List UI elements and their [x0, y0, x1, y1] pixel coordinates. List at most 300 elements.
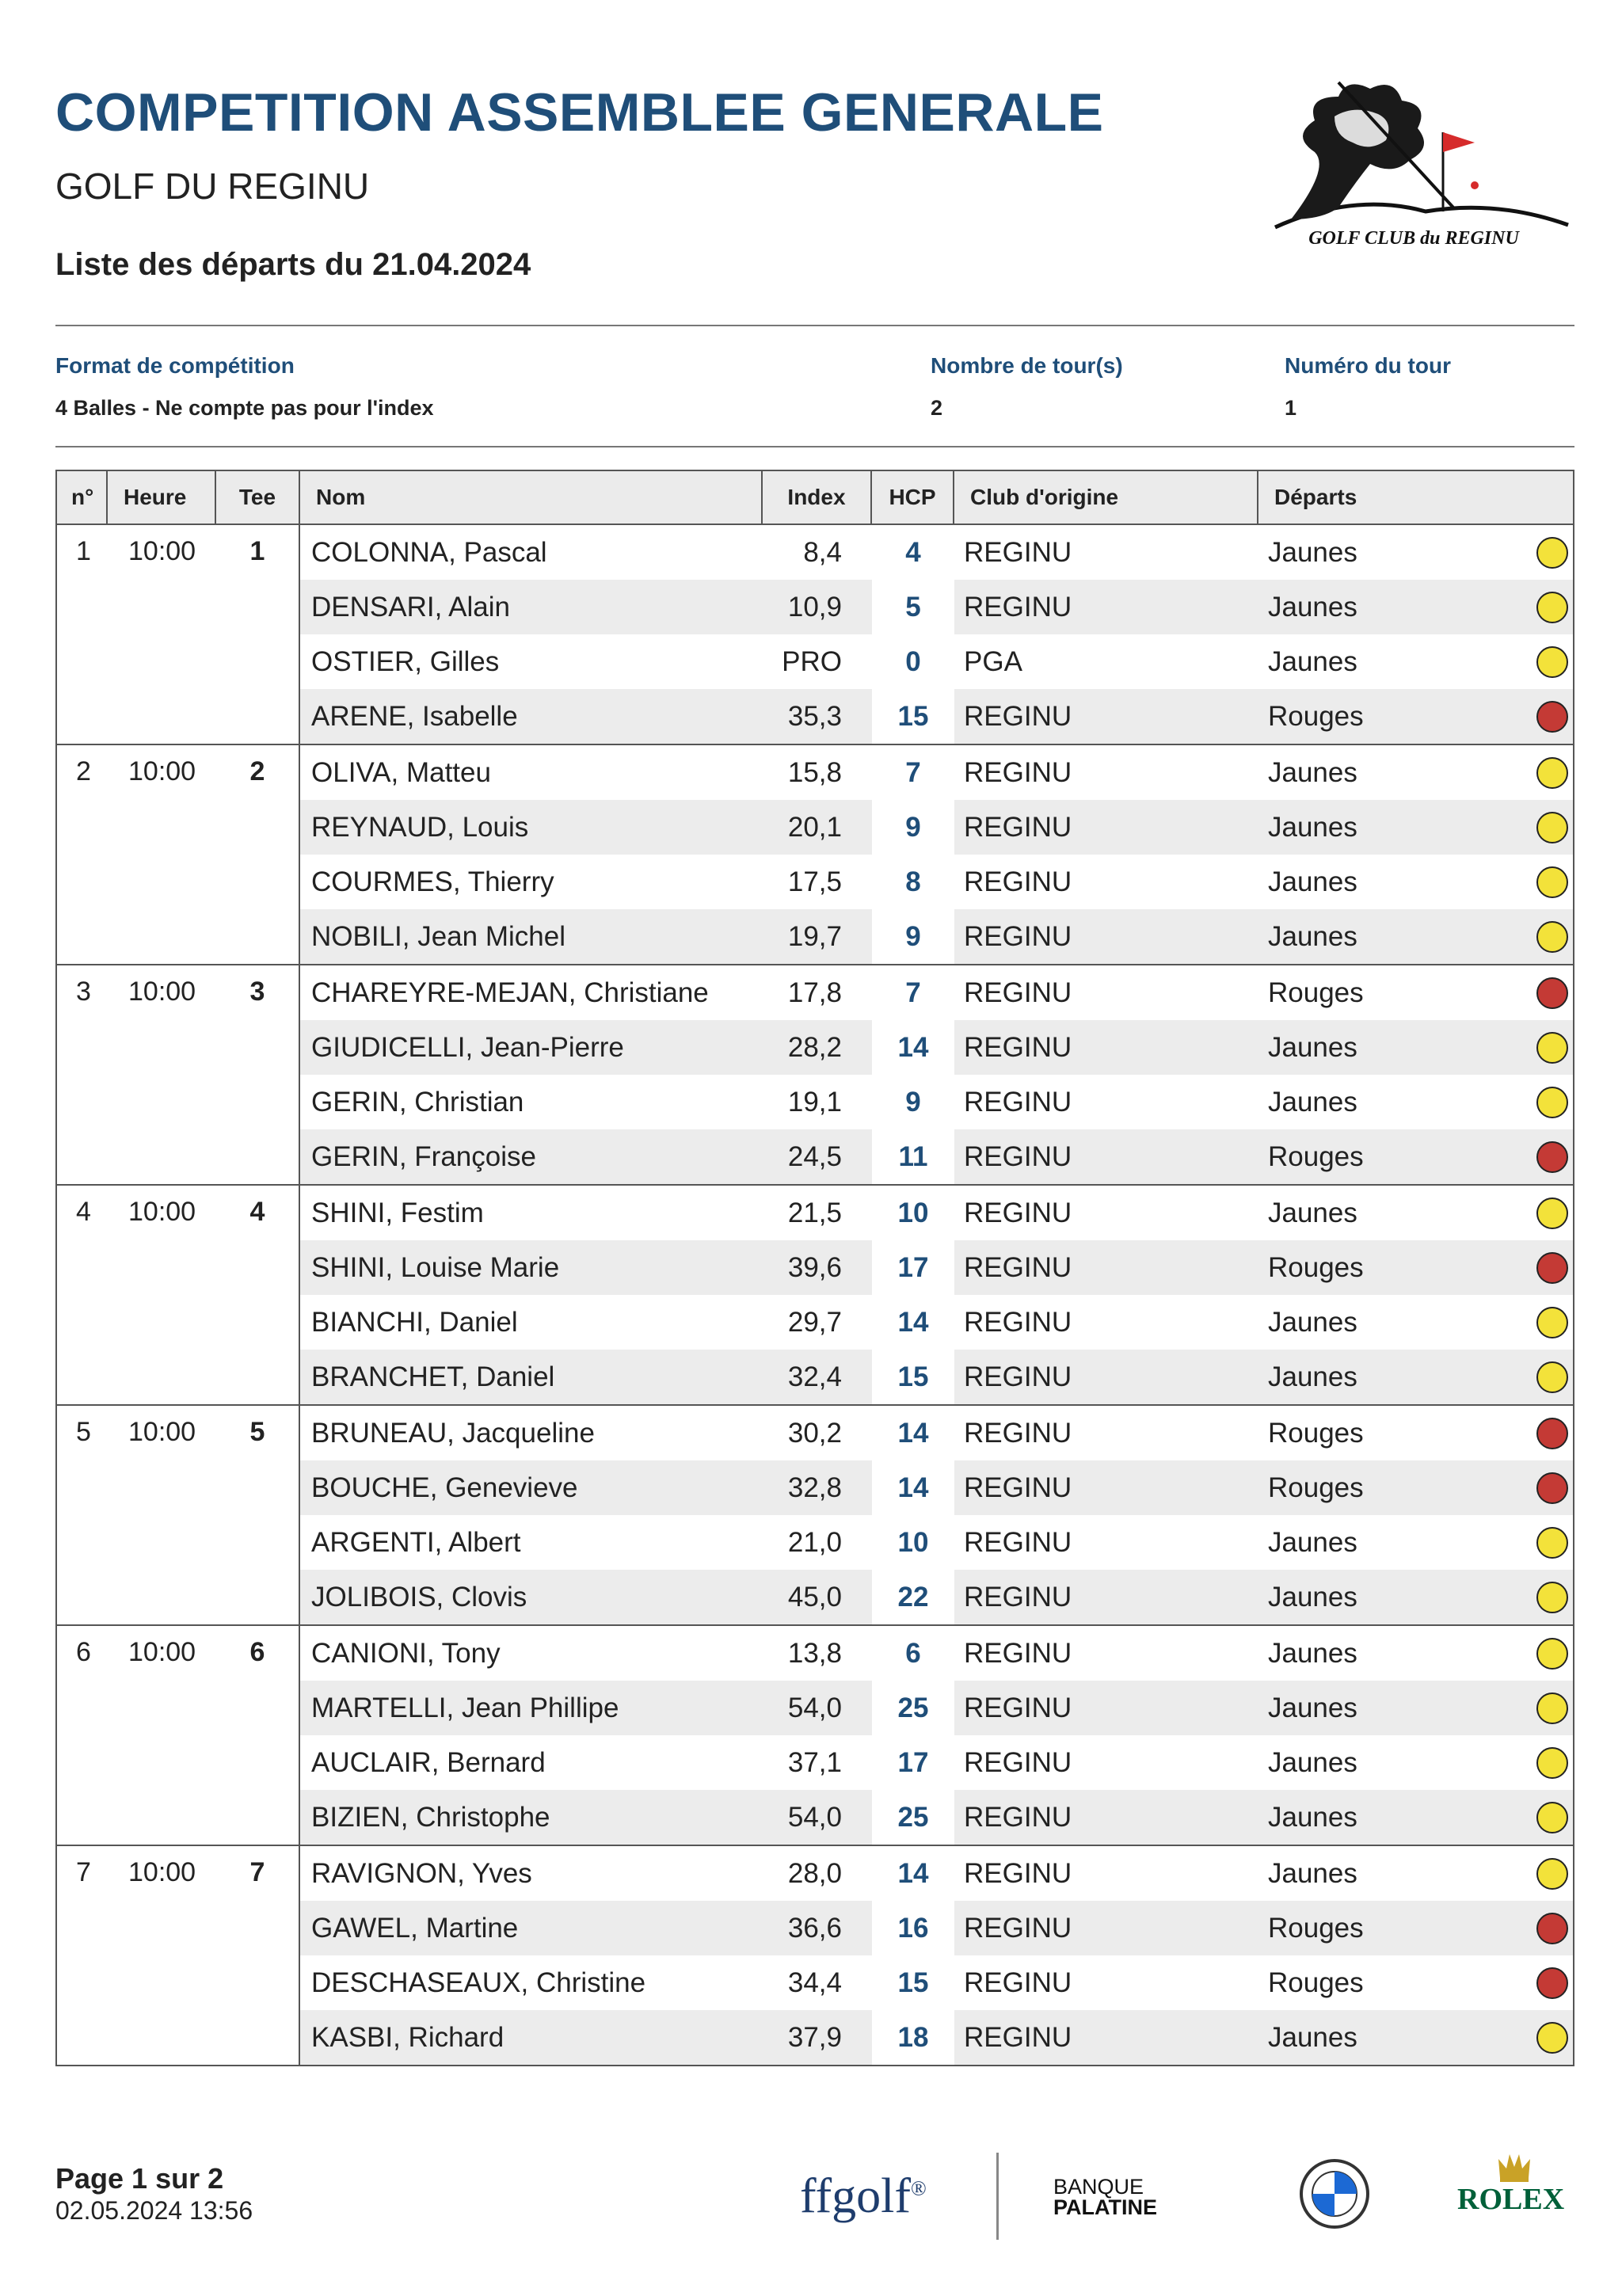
departure-label: Jaunes	[1268, 1361, 1357, 1392]
player-departure	[1258, 921, 1573, 953]
header-club: Club d'origine	[954, 471, 1258, 524]
player-club: REGINU	[964, 1197, 1072, 1228]
table-body	[57, 525, 1573, 2065]
group-players	[300, 1626, 1573, 1845]
player-index: 21,0	[787, 1526, 842, 1558]
player-index: 24,5	[787, 1140, 842, 1172]
player-index: 35,3	[787, 700, 842, 732]
departure-label: Jaunes	[1268, 1526, 1357, 1558]
tee-color-dot-icon	[1536, 812, 1568, 843]
player-club: REGINU	[964, 2021, 1072, 2053]
player-hcp: 5	[872, 580, 954, 634]
departure-label: Rouges	[1268, 1417, 1364, 1449]
player-club: REGINU	[964, 920, 1072, 952]
player-departure	[1258, 1252, 1573, 1284]
departure-label: Rouges	[1268, 700, 1364, 732]
group-time: 10:00	[128, 977, 196, 1007]
player-hcp: 25	[872, 1790, 954, 1845]
player-name: DENSARI, Alain	[311, 591, 510, 623]
player-departure	[1258, 1638, 1573, 1670]
tee-color-dot-icon	[1536, 1307, 1568, 1338]
tee-color-dot-icon	[1536, 1802, 1568, 1833]
ffgolf-logo	[800, 2168, 927, 2225]
group-players	[300, 1846, 1573, 2065]
table-row	[300, 1460, 1573, 1515]
player-name: CANIONI, Tony	[311, 1637, 501, 1669]
rolex-logo-text: ROLEX	[1457, 2183, 1565, 2216]
table-row	[300, 1901, 1573, 1955]
player-hcp: 22	[872, 1570, 954, 1624]
player-departure	[1258, 1032, 1573, 1064]
player-hcp: 14	[872, 1846, 954, 1901]
player-index: 45,0	[787, 1581, 842, 1613]
group-tee: 6	[249, 1637, 265, 1667]
player-hcp: 17	[872, 1240, 954, 1295]
player-index: 32,4	[787, 1361, 842, 1392]
player-name: REYNAUD, Louis	[311, 811, 529, 843]
table-row	[300, 1846, 1573, 1901]
player-club: REGINU	[964, 1857, 1072, 1889]
departure-label: Jaunes	[1268, 1801, 1357, 1833]
player-index: 13,8	[787, 1637, 842, 1669]
player-departure	[1258, 1858, 1573, 1890]
header-heure: Heure	[108, 471, 216, 524]
tee-color-dot-icon	[1536, 646, 1568, 678]
rolex-crown-icon	[1497, 2151, 1532, 2183]
player-departure	[1258, 1747, 1573, 1779]
departure-label: Jaunes	[1268, 2021, 1357, 2053]
table-header	[57, 471, 1573, 525]
tee-color-dot-icon	[1536, 977, 1568, 1009]
tours-label: Nombre de tour(s)	[931, 353, 1123, 378]
group-tee: 3	[249, 977, 265, 1007]
divider	[55, 325, 1574, 326]
group-tee: 7	[249, 1857, 265, 1887]
tee-color-dot-icon	[1536, 1252, 1568, 1284]
player-name: BIZIEN, Christophe	[311, 1801, 550, 1833]
table-row	[300, 1406, 1573, 1460]
player-name: DESCHASEAUX, Christine	[311, 1967, 646, 1998]
player-club: REGINU	[964, 1912, 1072, 1944]
player-club: REGINU	[964, 1746, 1072, 1778]
table-row	[300, 1075, 1573, 1129]
player-hcp: 9	[872, 909, 954, 964]
departure-label: Jaunes	[1268, 1637, 1357, 1669]
tee-color-dot-icon	[1536, 757, 1568, 789]
group-players	[300, 745, 1573, 964]
group-time: 10:00	[128, 1417, 196, 1447]
tee-color-dot-icon	[1536, 1858, 1568, 1890]
group-info	[57, 965, 300, 1184]
player-name: GAWEL, Martine	[311, 1912, 519, 1944]
page-subtitle: GOLF DU REGINU	[55, 166, 370, 207]
player-club: REGINU	[964, 1526, 1072, 1558]
player-name: SHINI, Louise Marie	[311, 1251, 560, 1283]
departure-label: Rouges	[1268, 977, 1364, 1008]
print-date: 02.05.2024 13:56	[55, 2196, 253, 2225]
departure-label: Jaunes	[1268, 920, 1357, 952]
tee-color-dot-icon	[1536, 592, 1568, 623]
player-index: PRO	[782, 645, 842, 677]
player-index: 54,0	[787, 1801, 842, 1833]
departure-label: Rouges	[1268, 1140, 1364, 1172]
player-name: GERIN, Françoise	[311, 1140, 536, 1172]
player-hcp: 9	[872, 1075, 954, 1129]
tee-color-dot-icon	[1536, 1472, 1568, 1504]
table-row	[300, 1570, 1573, 1624]
club-logo-text: GOLF CLUB du REGINU	[1308, 228, 1519, 249]
group-players	[300, 1406, 1573, 1624]
player-club: REGINU	[964, 1801, 1072, 1833]
tee-color-dot-icon	[1536, 1967, 1568, 1999]
player-club: REGINU	[964, 977, 1072, 1008]
banque-palatine-logo	[1053, 2176, 1236, 2218]
table-row	[300, 800, 1573, 855]
player-departure	[1258, 1692, 1573, 1724]
player-departure	[1258, 1087, 1573, 1118]
player-hcp: 10	[872, 1186, 954, 1240]
player-club: REGINU	[964, 1251, 1072, 1283]
player-club: REGINU	[964, 1031, 1072, 1063]
player-club: REGINU	[964, 1417, 1072, 1449]
player-club: REGINU	[964, 1306, 1072, 1338]
group-tee: 5	[249, 1417, 265, 1447]
player-club: REGINU	[964, 1086, 1072, 1118]
player-departure	[1258, 1307, 1573, 1338]
tee-color-dot-icon	[1536, 1032, 1568, 1064]
group-number: 5	[76, 1417, 91, 1447]
player-departure	[1258, 646, 1573, 678]
table-row	[300, 689, 1573, 744]
tee-group	[57, 525, 1573, 745]
tee-color-dot-icon	[1536, 1638, 1568, 1670]
player-hcp: 11	[872, 1129, 954, 1184]
group-time: 10:00	[128, 1197, 196, 1227]
registered-icon: ®	[911, 2176, 927, 2200]
departure-label: Jaunes	[1268, 1031, 1357, 1063]
group-info	[57, 1626, 300, 1845]
tee-color-dot-icon	[1536, 1692, 1568, 1724]
departure-label: Jaunes	[1268, 1692, 1357, 1723]
banque-line2: PALATINE	[1053, 2195, 1157, 2219]
table-row	[300, 1020, 1573, 1075]
group-info	[57, 1846, 300, 2065]
group-info	[57, 1186, 300, 1404]
player-club: REGINU	[964, 536, 1072, 568]
tour-number-label: Numéro du tour	[1285, 353, 1451, 378]
player-name: COURMES, Thierry	[311, 866, 554, 897]
player-name: GERIN, Christian	[311, 1086, 524, 1118]
bmw-logo-icon	[1299, 2158, 1370, 2229]
player-departure	[1258, 977, 1573, 1009]
player-hcp: 7	[872, 745, 954, 800]
player-hcp: 10	[872, 1515, 954, 1570]
table-row	[300, 909, 1573, 964]
player-club: PGA	[964, 645, 1022, 677]
player-name: MARTELLI, Jean Phillipe	[311, 1692, 619, 1723]
departure-label: Jaunes	[1268, 1086, 1357, 1118]
player-index: 32,8	[787, 1472, 842, 1503]
player-index: 28,0	[787, 1857, 842, 1889]
departure-label: Jaunes	[1268, 1197, 1357, 1228]
player-hcp: 14	[872, 1295, 954, 1350]
table-row	[300, 1790, 1573, 1845]
tee-group	[57, 1186, 1573, 1406]
departure-label: Jaunes	[1268, 536, 1357, 568]
departure-label: Rouges	[1268, 1251, 1364, 1283]
player-index: 17,8	[787, 977, 842, 1008]
header-departs: Départs	[1274, 485, 1357, 509]
table-row	[300, 525, 1573, 580]
tee-color-dot-icon	[1536, 921, 1568, 953]
player-index: 28,2	[787, 1031, 842, 1063]
divider	[55, 446, 1574, 447]
group-number: 3	[76, 977, 91, 1007]
player-departure	[1258, 812, 1573, 843]
player-index: 20,1	[787, 811, 842, 843]
player-hcp: 18	[872, 2010, 954, 2065]
player-name: KASBI, Richard	[311, 2021, 504, 2053]
player-hcp: 15	[872, 1350, 954, 1404]
player-departure	[1258, 701, 1573, 733]
ffgolf-text: ffgolf	[800, 2169, 912, 2223]
player-name: CHAREYRE-MEJAN, Christiane	[311, 977, 709, 1008]
table-row	[300, 1240, 1573, 1295]
player-hcp: 14	[872, 1460, 954, 1515]
player-name: COLONNA, Pascal	[311, 536, 547, 568]
player-index: 54,0	[787, 1692, 842, 1723]
header-nom: Nom	[300, 471, 763, 524]
departure-label: Jaunes	[1268, 645, 1357, 677]
tee-group	[57, 1626, 1573, 1846]
player-departure	[1258, 1967, 1573, 1999]
player-hcp: 14	[872, 1406, 954, 1460]
group-info	[57, 745, 300, 964]
player-name: OSTIER, Gilles	[311, 645, 500, 677]
player-hcp: 16	[872, 1901, 954, 1955]
tours-value: 2	[931, 396, 943, 420]
player-name: BRANCHET, Daniel	[311, 1361, 555, 1392]
tee-group	[57, 1846, 1573, 2065]
group-time: 10:00	[128, 536, 196, 566]
player-name: BIANCHI, Daniel	[311, 1306, 518, 1338]
tee-color-dot-icon	[1536, 1087, 1568, 1118]
table-row	[300, 965, 1573, 1020]
player-departure	[1258, 537, 1573, 569]
player-hcp: 4	[872, 525, 954, 580]
group-number: 7	[76, 1857, 91, 1887]
group-time: 10:00	[128, 1857, 196, 1887]
departure-label: Jaunes	[1268, 1857, 1357, 1889]
player-index: 36,6	[787, 1912, 842, 1944]
header-index: Index	[763, 471, 872, 524]
player-departure	[1258, 1418, 1573, 1449]
group-info	[57, 1406, 300, 1624]
player-departure	[1258, 1141, 1573, 1173]
player-index: 29,7	[787, 1306, 842, 1338]
group-time: 10:00	[128, 756, 196, 786]
player-club: REGINU	[964, 1361, 1072, 1392]
player-hcp: 15	[872, 689, 954, 744]
table-row	[300, 634, 1573, 689]
sponsor-divider	[996, 2153, 999, 2240]
departure-label: Jaunes	[1268, 1746, 1357, 1778]
player-hcp: 6	[872, 1626, 954, 1681]
player-departure	[1258, 1527, 1573, 1559]
tee-group	[57, 965, 1573, 1186]
group-number: 2	[76, 756, 91, 786]
tee-color-dot-icon	[1536, 701, 1568, 733]
tee-color-dot-icon	[1536, 1361, 1568, 1393]
tee-color-dot-icon	[1536, 1197, 1568, 1229]
group-players	[300, 525, 1573, 744]
player-index: 10,9	[787, 591, 842, 623]
tee-color-dot-icon	[1536, 1418, 1568, 1449]
tee-color-dot-icon	[1536, 1913, 1568, 1944]
player-departure	[1258, 2022, 1573, 2054]
tee-group	[57, 745, 1573, 965]
player-hcp: 15	[872, 1955, 954, 2010]
table-row	[300, 1186, 1573, 1240]
table-row	[300, 1129, 1573, 1184]
player-departure	[1258, 1913, 1573, 1944]
player-hcp: 25	[872, 1681, 954, 1735]
tour-number-value: 1	[1285, 396, 1297, 420]
departure-label: Rouges	[1268, 1472, 1364, 1503]
departure-label: Rouges	[1268, 1967, 1364, 1998]
tee-color-dot-icon	[1536, 2022, 1568, 2054]
departure-label: Jaunes	[1268, 1306, 1357, 1338]
group-tee: 2	[249, 756, 265, 786]
player-hcp: 8	[872, 855, 954, 909]
departure-label: Rouges	[1268, 1912, 1364, 1944]
group-tee: 1	[249, 536, 265, 566]
departure-label: Jaunes	[1268, 1581, 1357, 1613]
player-departure	[1258, 592, 1573, 623]
tee-color-dot-icon	[1536, 1747, 1568, 1779]
player-name: RAVIGNON, Yves	[311, 1857, 532, 1889]
player-name: ARGENTI, Albert	[311, 1526, 521, 1558]
player-name: ARENE, Isabelle	[311, 700, 518, 732]
player-departure	[1258, 1802, 1573, 1833]
player-hcp: 7	[872, 965, 954, 1020]
player-index: 19,7	[787, 920, 842, 952]
banque-line1: BANQUE	[1053, 2175, 1144, 2199]
player-index: 21,5	[787, 1197, 842, 1228]
departure-label: Jaunes	[1268, 591, 1357, 623]
departure-label: Jaunes	[1268, 866, 1357, 897]
player-name: BOUCHE, Genevieve	[311, 1472, 578, 1503]
departure-label: Jaunes	[1268, 811, 1357, 843]
group-tee: 4	[249, 1197, 265, 1227]
player-index: 17,5	[787, 866, 842, 897]
player-index: 39,6	[787, 1251, 842, 1283]
tee-group	[57, 1406, 1573, 1626]
player-index: 34,4	[787, 1967, 842, 1998]
player-club: REGINU	[964, 1967, 1072, 1998]
player-index: 37,9	[787, 2021, 842, 2053]
group-number: 6	[76, 1637, 91, 1667]
player-departure	[1258, 757, 1573, 789]
player-club: REGINU	[964, 1637, 1072, 1669]
group-time: 10:00	[128, 1637, 196, 1667]
table-row	[300, 580, 1573, 634]
player-index: 30,2	[787, 1417, 842, 1449]
departure-label: Jaunes	[1268, 756, 1357, 788]
table-row	[300, 1515, 1573, 1570]
club-logo	[1259, 73, 1576, 263]
player-departure	[1258, 1197, 1573, 1229]
tee-color-dot-icon	[1536, 537, 1568, 569]
player-club: REGINU	[964, 700, 1072, 732]
header-tee: Tee	[216, 471, 300, 524]
player-club: REGINU	[964, 756, 1072, 788]
departures-table	[55, 470, 1574, 2066]
header-hcp: HCP	[872, 471, 954, 524]
player-name: OLIVA, Matteu	[311, 756, 491, 788]
player-club: REGINU	[964, 1140, 1072, 1172]
table-row	[300, 1295, 1573, 1350]
player-departure	[1258, 1361, 1573, 1393]
player-departure	[1258, 1582, 1573, 1613]
table-row	[300, 1626, 1573, 1681]
table-row	[300, 1350, 1573, 1404]
table-row	[300, 2010, 1573, 2065]
player-club: REGINU	[964, 811, 1072, 843]
player-name: BRUNEAU, Jacqueline	[311, 1417, 595, 1449]
player-club: REGINU	[964, 1472, 1072, 1503]
table-row	[300, 1955, 1573, 2010]
player-club: REGINU	[964, 866, 1072, 897]
format-value: 4 Balles - Ne compte pas pour l'index	[55, 396, 434, 420]
player-index: 37,1	[787, 1746, 842, 1778]
format-label: Format de compétition	[55, 353, 295, 378]
player-departure	[1258, 1472, 1573, 1504]
player-hcp: 14	[872, 1020, 954, 1075]
player-departure	[1258, 866, 1573, 898]
player-name: JOLIBOIS, Clovis	[311, 1581, 527, 1613]
header-n: n°	[57, 471, 108, 524]
player-hcp: 17	[872, 1735, 954, 1790]
player-index: 19,1	[787, 1086, 842, 1118]
tee-color-dot-icon	[1536, 1527, 1568, 1559]
player-club: REGINU	[964, 1692, 1072, 1723]
player-name: SHINI, Festim	[311, 1197, 484, 1228]
table-row	[300, 1735, 1573, 1790]
group-info	[57, 525, 300, 744]
table-row	[300, 1681, 1573, 1735]
player-club: REGINU	[964, 1581, 1072, 1613]
group-number: 4	[76, 1197, 91, 1227]
player-name: AUCLAIR, Bernard	[311, 1746, 546, 1778]
group-players	[300, 965, 1573, 1184]
table-row	[300, 855, 1573, 909]
page-title: COMPETITION ASSEMBLEE GENERALE	[55, 82, 1104, 143]
player-name: GIUDICELLI, Jean-Pierre	[311, 1031, 624, 1063]
list-title: Liste des départs du 21.04.2024	[55, 247, 531, 282]
player-index: 15,8	[787, 756, 842, 788]
page-number: Page 1 sur 2	[55, 2162, 224, 2195]
group-number: 1	[76, 536, 91, 566]
tee-color-dot-icon	[1536, 1582, 1568, 1613]
player-hcp: 9	[872, 800, 954, 855]
table-row	[300, 745, 1573, 800]
club-logo-image	[1259, 73, 1576, 231]
player-hcp: 0	[872, 634, 954, 689]
group-players	[300, 1186, 1573, 1404]
player-name: NOBILI, Jean Michel	[311, 920, 565, 952]
player-index: 8,4	[803, 536, 842, 568]
